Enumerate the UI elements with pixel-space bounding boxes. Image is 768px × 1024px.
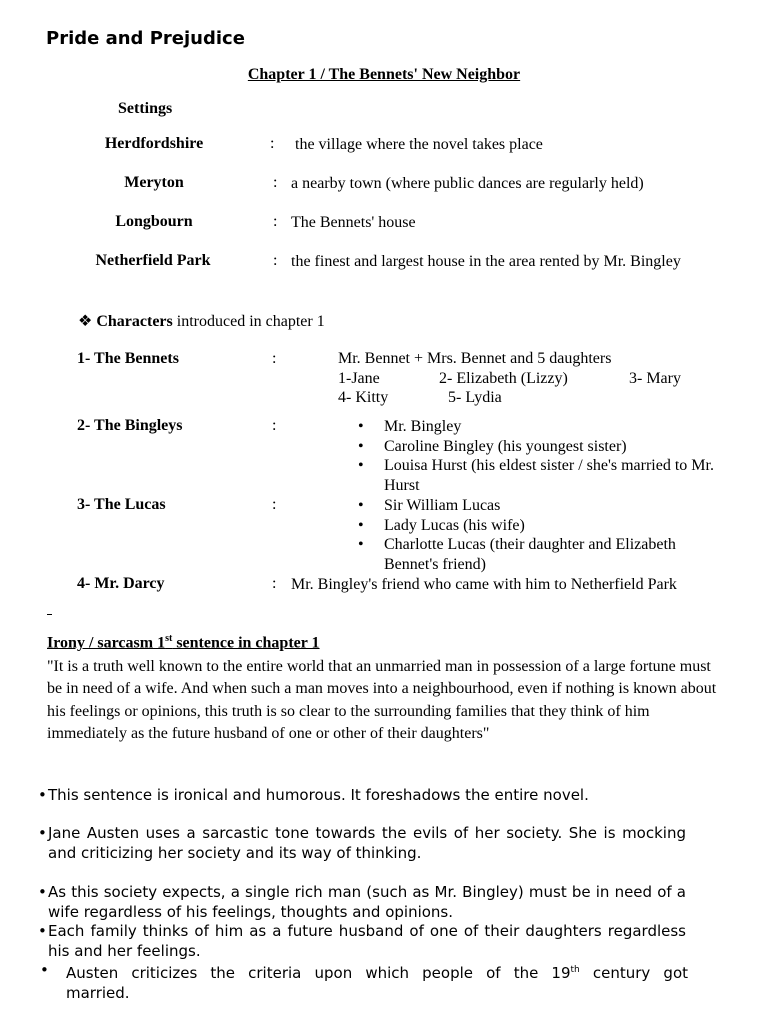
- characters-heading-rest: introduced in chapter 1: [172, 313, 325, 330]
- irony-quote: "It is a truth well known to the entire world that an unmarried man in possession of a large fortune must be in need of a wife. And when such a man moves into a neighbourhood, even if nothing is known about his feelings or opinions, this truth is so clear to the surrounding families that they think of him immediately as the future husband of one or other of their daughters": [47, 658, 717, 742]
- note-text-part: Austen criticizes the criteria upon which people of the 19: [66, 964, 571, 982]
- setting-desc: a nearby town (where public dances are regularly held): [291, 175, 644, 192]
- setting-name: Meryton: [124, 174, 184, 191]
- bullet-icon: •: [38, 786, 47, 804]
- list-item: • Caroline Bingley (his youngest sister): [358, 437, 728, 457]
- setting-desc: the finest and largest house in the area rented by Mr. Bingley: [291, 253, 681, 270]
- bennets-line1: Mr. Bennet + Mrs. Bennet and 5 daughters: [338, 350, 612, 367]
- bingleys-list: [358, 417, 728, 495]
- setting-colon: :: [273, 213, 278, 230]
- list-item: • Sir William Lucas: [358, 496, 728, 516]
- note-text: Jane Austen uses a sarcastic tone towards the evils of her society. She is mocking and criticizing her society and its way of thinking.: [48, 824, 686, 862]
- divider: [47, 614, 52, 615]
- chapter-heading: Chapter 1 / The Bennets' New Neighbor: [247, 66, 521, 83]
- character-label: 1- The Bennets: [77, 350, 179, 367]
- note-item: [38, 922, 686, 961]
- note-text: Each family thinks of him as a future husband of one of their daughters regardless his and her feelings.: [48, 922, 686, 960]
- character-colon: :: [272, 496, 277, 513]
- bennets-daughter: 1-Jane: [338, 370, 380, 387]
- darcy-desc: Mr. Bingley's friend who came with him to Netherfield Park: [291, 576, 677, 593]
- irony-heading-part: sentence in chapter 1: [172, 634, 320, 652]
- setting-desc: the village where the novel takes place: [295, 136, 543, 153]
- bullet-icon: •: [38, 824, 47, 842]
- list-item: • Louisa Hurst (his eldest sister / she's married to Mr. Hurst: [358, 456, 728, 495]
- character-label: 3- The Lucas: [77, 496, 166, 513]
- irony-heading-sup: st: [165, 633, 173, 644]
- characters-heading-bold: Characters: [96, 313, 173, 330]
- setting-name: Longbourn: [115, 213, 193, 230]
- characters-heading: [78, 311, 325, 331]
- irony-heading: [47, 633, 320, 652]
- document-title: Pride and Prejudice: [46, 28, 245, 49]
- bennets-daughter: 5- Lydia: [448, 389, 502, 406]
- irony-heading-part: Irony / sarcasm 1: [47, 634, 166, 652]
- settings-heading: Settings: [118, 100, 173, 117]
- note-text: This sentence is ironical and humorous. It foreshadows the entire novel.: [48, 786, 589, 804]
- note-item: [38, 786, 686, 806]
- note-text-part: century got married.: [66, 964, 689, 1002]
- bullet-icon: •: [38, 922, 47, 940]
- note-item: [38, 824, 686, 863]
- bullet-icon: •: [38, 883, 47, 901]
- list-item: • Charlotte Lucas (their daughter and Elizabeth Bennet's friend): [358, 535, 728, 574]
- bennets-daughter: 3- Mary: [629, 370, 681, 387]
- note-item: [38, 883, 686, 922]
- note-text: [66, 961, 688, 1003]
- setting-colon: :: [273, 252, 278, 269]
- note-item: [40, 961, 688, 1003]
- bennets-daughter: 2- Elizabeth (Lizzy): [439, 370, 568, 387]
- character-label: 2- The Bingleys: [77, 417, 183, 434]
- setting-colon: :: [270, 135, 275, 152]
- bullet-icon: •: [40, 961, 49, 979]
- character-colon: :: [272, 350, 277, 367]
- character-colon: :: [272, 575, 277, 592]
- setting-name: Netherfield Park: [95, 252, 211, 269]
- note-sup: th: [570, 965, 580, 975]
- setting-name: Herdfordshire: [104, 135, 204, 152]
- lucas-list: [358, 496, 728, 574]
- list-item: • Mr. Bingley: [358, 417, 728, 437]
- setting-colon: :: [273, 174, 278, 191]
- list-item: • Lady Lucas (his wife): [358, 516, 728, 536]
- setting-desc: The Bennets' house: [291, 214, 416, 231]
- note-text: As this society expects, a single rich man (such as Mr. Bingley) must be in need of a wife regardless of his feelings, thoughts and opinions.: [48, 883, 686, 921]
- character-label: 4- Mr. Darcy: [77, 575, 165, 592]
- diamond-bullet-icon: ❖: [78, 313, 93, 330]
- character-colon: :: [272, 417, 277, 434]
- bennets-daughter: 4- Kitty: [338, 389, 389, 406]
